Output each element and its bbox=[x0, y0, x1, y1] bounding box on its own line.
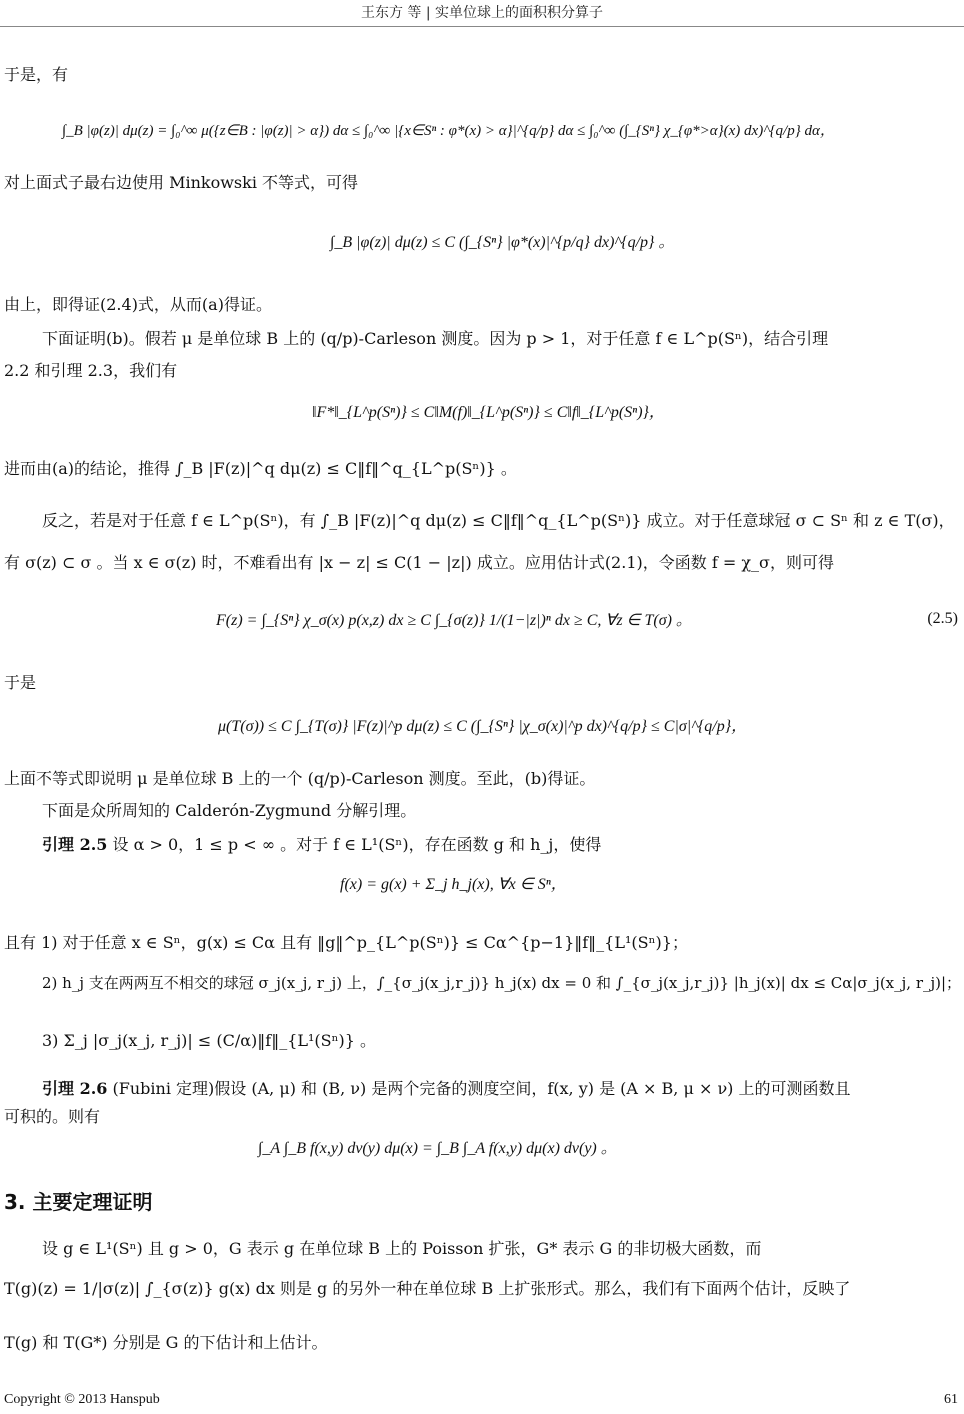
paragraph: 由上，即得证(2.4)式，从而(a)得证。 bbox=[4, 295, 272, 314]
lemma-text: (Fubini 定理)假设 (A, μ) 和 (B, ν) 是两个完备的测度空间，f(x, y) 是 (A × B, μ × ν) 上的可测函数且 bbox=[107, 1079, 851, 1098]
paragraph: 于是 bbox=[4, 673, 37, 692]
equation: ∫_B |φ(z)| dμ(z) = ∫₀^∞ μ({z∈B : |φ(z)| > α}) dα ≤ ∫₀^∞ |{x∈Sⁿ : φ*(x) > α}|^{q/p} dα ≤ ∫₀^∞ (∫_{Sⁿ} χ_{φ*>α}(x) dx)^{q/p} dα， bbox=[62, 123, 835, 139]
running-header: 王东方 等 | 实单位球上的面积积分算子 bbox=[360, 5, 604, 21]
paragraph: 进而由(a)的结论，推得 ∫_B |F(z)|^q dμ(z) ≤ C‖f‖^q_{L^p(Sⁿ)} 。 bbox=[4, 459, 517, 478]
equation: ∫_B |φ(z)| dμ(z) ≤ C (∫_{Sⁿ} |φ*(x)|^{p/q} dx)^{q/p} 。 bbox=[330, 234, 675, 251]
paragraph: 有 σ(z) ⊂ σ 。当 x ∈ σ(z) 时，不难看出有 |x − z| ≤ C(1 − |z|) 成立。应用估计式(2.1)，令函数 f = χ_σ，则可得 bbox=[4, 553, 834, 572]
lemma-label: 引理 2.5 bbox=[42, 835, 108, 854]
lemma-text: 设 α > 0，1 ≤ p < ∞ 。对于 f ∈ L¹(Sⁿ)，存在函数 g 和 h_j，使得 bbox=[107, 835, 602, 854]
footer-copyright: Copyright © 2013 Hanspub bbox=[4, 1392, 160, 1407]
section-heading: 3. 主要定理证明 bbox=[4, 1190, 153, 1214]
lemma-2-5 bbox=[42, 832, 601, 858]
lemma-label: 引理 2.6 bbox=[42, 1079, 108, 1098]
equation: μ(T(σ)) ≤ C ∫_{T(σ)} |F(z)|^p dμ(z) ≤ C (∫_{Sⁿ} |χ_σ(x)|^p dx)^{q/p} ≤ C|σ|^{q/p}， bbox=[218, 718, 748, 735]
equation: ‖F*‖_{L^p(Sⁿ)} ≤ C‖M(f)‖_{L^p(Sⁿ)} ≤ C‖f‖_{L^p(Sⁿ)}， bbox=[312, 404, 665, 421]
paragraph: 且有 1) 对于任意 x ∈ Sⁿ，g(x) ≤ Cα 且有 ‖g‖^p_{L^p(Sⁿ)} ≤ Cα^{p−1}‖f‖_{L¹(Sⁿ)}； bbox=[4, 933, 688, 952]
paragraph: 反之，若是对于任意 f ∈ L^p(Sⁿ)，有 ∫_B |F(z)|^q dμ(z) ≤ C‖f‖^q_{L^p(Sⁿ)} 成立。对于任意球冠 σ ⊂ Sⁿ 和 z ∈ T(σ)， bbox=[42, 511, 955, 530]
equation: F(z) = ∫_{Sⁿ} χ_σ(x) p(x,z) dx ≥ C ∫_{σ(z)} 1/(1−|z|)ⁿ dx ≥ C, ∀z ∈ T(σ) 。 bbox=[216, 612, 692, 629]
paragraph: T(g)(z) = 1/|σ(z)| ∫_{σ(z)} g(x) dx 则是 g 的另外一种在单位球 B 上扩张形式。那么，我们有下面两个估计，反映了 bbox=[4, 1279, 851, 1298]
paragraph: 于是，有 bbox=[4, 65, 69, 84]
header-rule bbox=[0, 26, 964, 27]
page-number: 61 bbox=[944, 1392, 958, 1407]
paragraph: 2.2 和引理 2.3，我们有 bbox=[4, 361, 178, 380]
paragraph: 下面是众所周知的 Calderón-Zygmund 分解引理。 bbox=[42, 801, 417, 820]
equation: f(x) = g(x) + Σ_j h_j(x), ∀x ∈ Sⁿ， bbox=[340, 876, 567, 893]
equation-number: (2.5) bbox=[927, 610, 958, 627]
paragraph: T(g) 和 T(G*) 分别是 G 的下估计和上估计。 bbox=[4, 1333, 328, 1352]
paragraph: 可积的。则有 bbox=[4, 1107, 101, 1126]
paragraph: 2) h_j 支在两两互不相交的球冠 σ_j(x_j, r_j) 上，∫_{σ_j(x_j,r_j)} h_j(x) dx = 0 和 ∫_{σ_j(x_j,r_j)} |h_j(x)| dx ≤ Cα|σ_j(x_j, r_j)|； bbox=[42, 974, 962, 992]
paragraph: 3) Σ_j |σ_j(x_j, r_j)| ≤ (C/α)‖f‖_{L¹(Sⁿ)} 。 bbox=[42, 1031, 377, 1050]
equation: ∫_A ∫_B f(x,y) dν(y) dμ(x) = ∫_B ∫_A f(x,y) dμ(x) dν(y) 。 bbox=[258, 1140, 617, 1157]
paragraph: 上面不等式即说明 μ 是单位球 B 上的一个 (q/p)-Carleson 测度。至此，(b)得证。 bbox=[4, 769, 596, 788]
paragraph: 对上面式子最右边使用 Minkowski 不等式，可得 bbox=[4, 173, 359, 192]
lemma-2-6 bbox=[42, 1076, 851, 1102]
paragraph: 设 g ∈ L¹(Sⁿ) 且 g > 0，G 表示 g 在单位球 B 上的 Poisson 扩张，G* 表示 G 的非切极大函数，而 bbox=[42, 1239, 762, 1258]
paragraph: 下面证明(b)。假若 μ 是单位球 B 上的 (q/p)-Carleson 测度。因为 p > 1，对于任意 f ∈ L^p(Sⁿ)，结合引理 bbox=[42, 329, 829, 348]
